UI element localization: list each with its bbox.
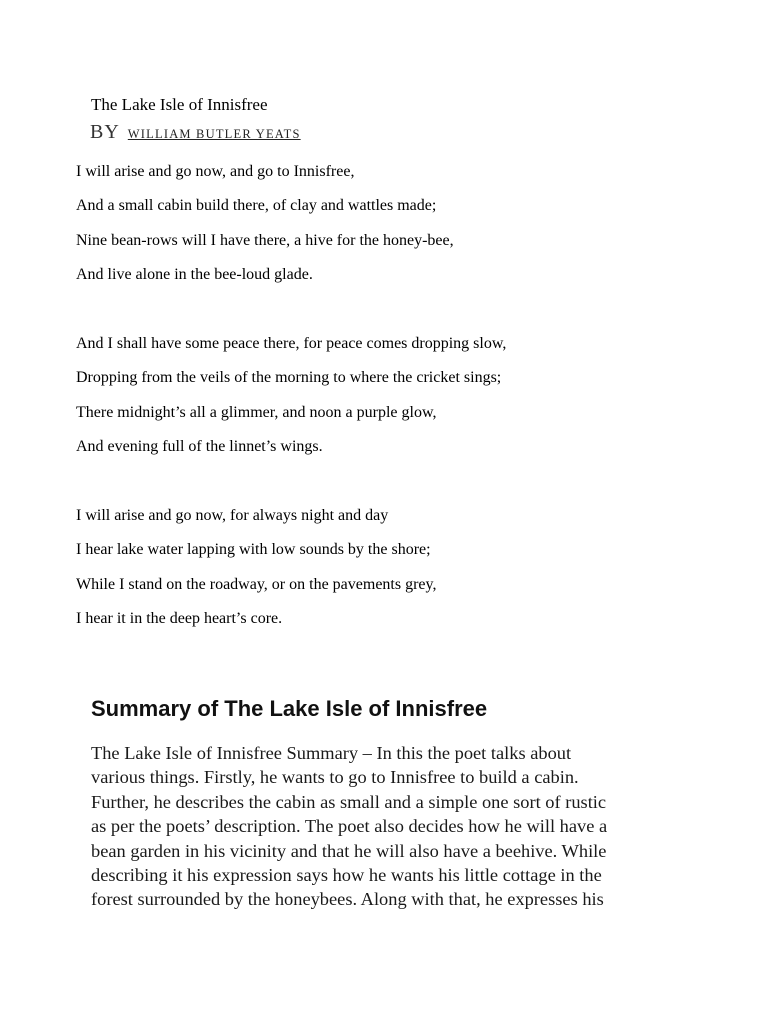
summary-line: forest surrounded by the honeybees. Along with that, he expresses his [91,889,604,910]
stanza-3 [76,499,506,637]
verse-line: And I shall have some peace there, for peace comes dropping slow, [76,334,507,352]
verse-line: There midnight’s all a glimmer, and noon a purple glow, [76,403,437,421]
verse-line: I will arise and go now, for always night and day [76,506,389,524]
poem-body [76,155,506,636]
stanza-1 [76,155,506,293]
by-label: BY [90,121,120,143]
summary-line: various things. Firstly, he wants to go to Innisfree to build a cabin. [91,767,579,788]
summary-line: The Lake Isle of Innisfree Summary – In this the poet talks about [91,743,572,763]
summary-line: describing it his expression says how he wants his little cottage in the [91,865,602,886]
summary-line: bean garden in his vicinity and that he will also have a beehive. While [91,840,607,861]
verse-line: Dropping from the veils of the morning to where the cricket sings; [76,369,502,387]
summary-line: Further, he describes the cabin as small and a simple one sort of rustic [91,791,607,812]
verse-line: And evening full of the linnet’s wings. [76,438,323,456]
author-link[interactable]: WILLIAM BUTLER YEATS [127,127,301,141]
summary-paragraph [91,741,607,912]
byline [90,121,301,144]
verse-line: And live alone in the bee-loud glade. [76,266,313,284]
summary-heading: Summary of The Lake Isle of Innisfree [91,696,488,721]
verse-line: I will arise and go now, and go to Innisfree, [76,163,355,180]
verse-line: I hear lake water lapping with low sounds by the shore; [76,541,431,559]
stanza-2 [76,327,506,465]
verse-line: While I stand on the roadway, or on the pavements grey, [76,575,437,593]
verse-line: And a small cabin build there, of clay and wattles made; [76,197,437,215]
verse-line: Nine bean-rows will I have there, a hive for the honey-bee, [76,231,454,249]
summary-line: as per the poets’ description. The poet also decides how he will have a [91,816,608,837]
verse-line: I hear it in the deep heart’s core. [76,610,283,628]
poem-title: The Lake Isle of Innisfree [91,95,268,114]
